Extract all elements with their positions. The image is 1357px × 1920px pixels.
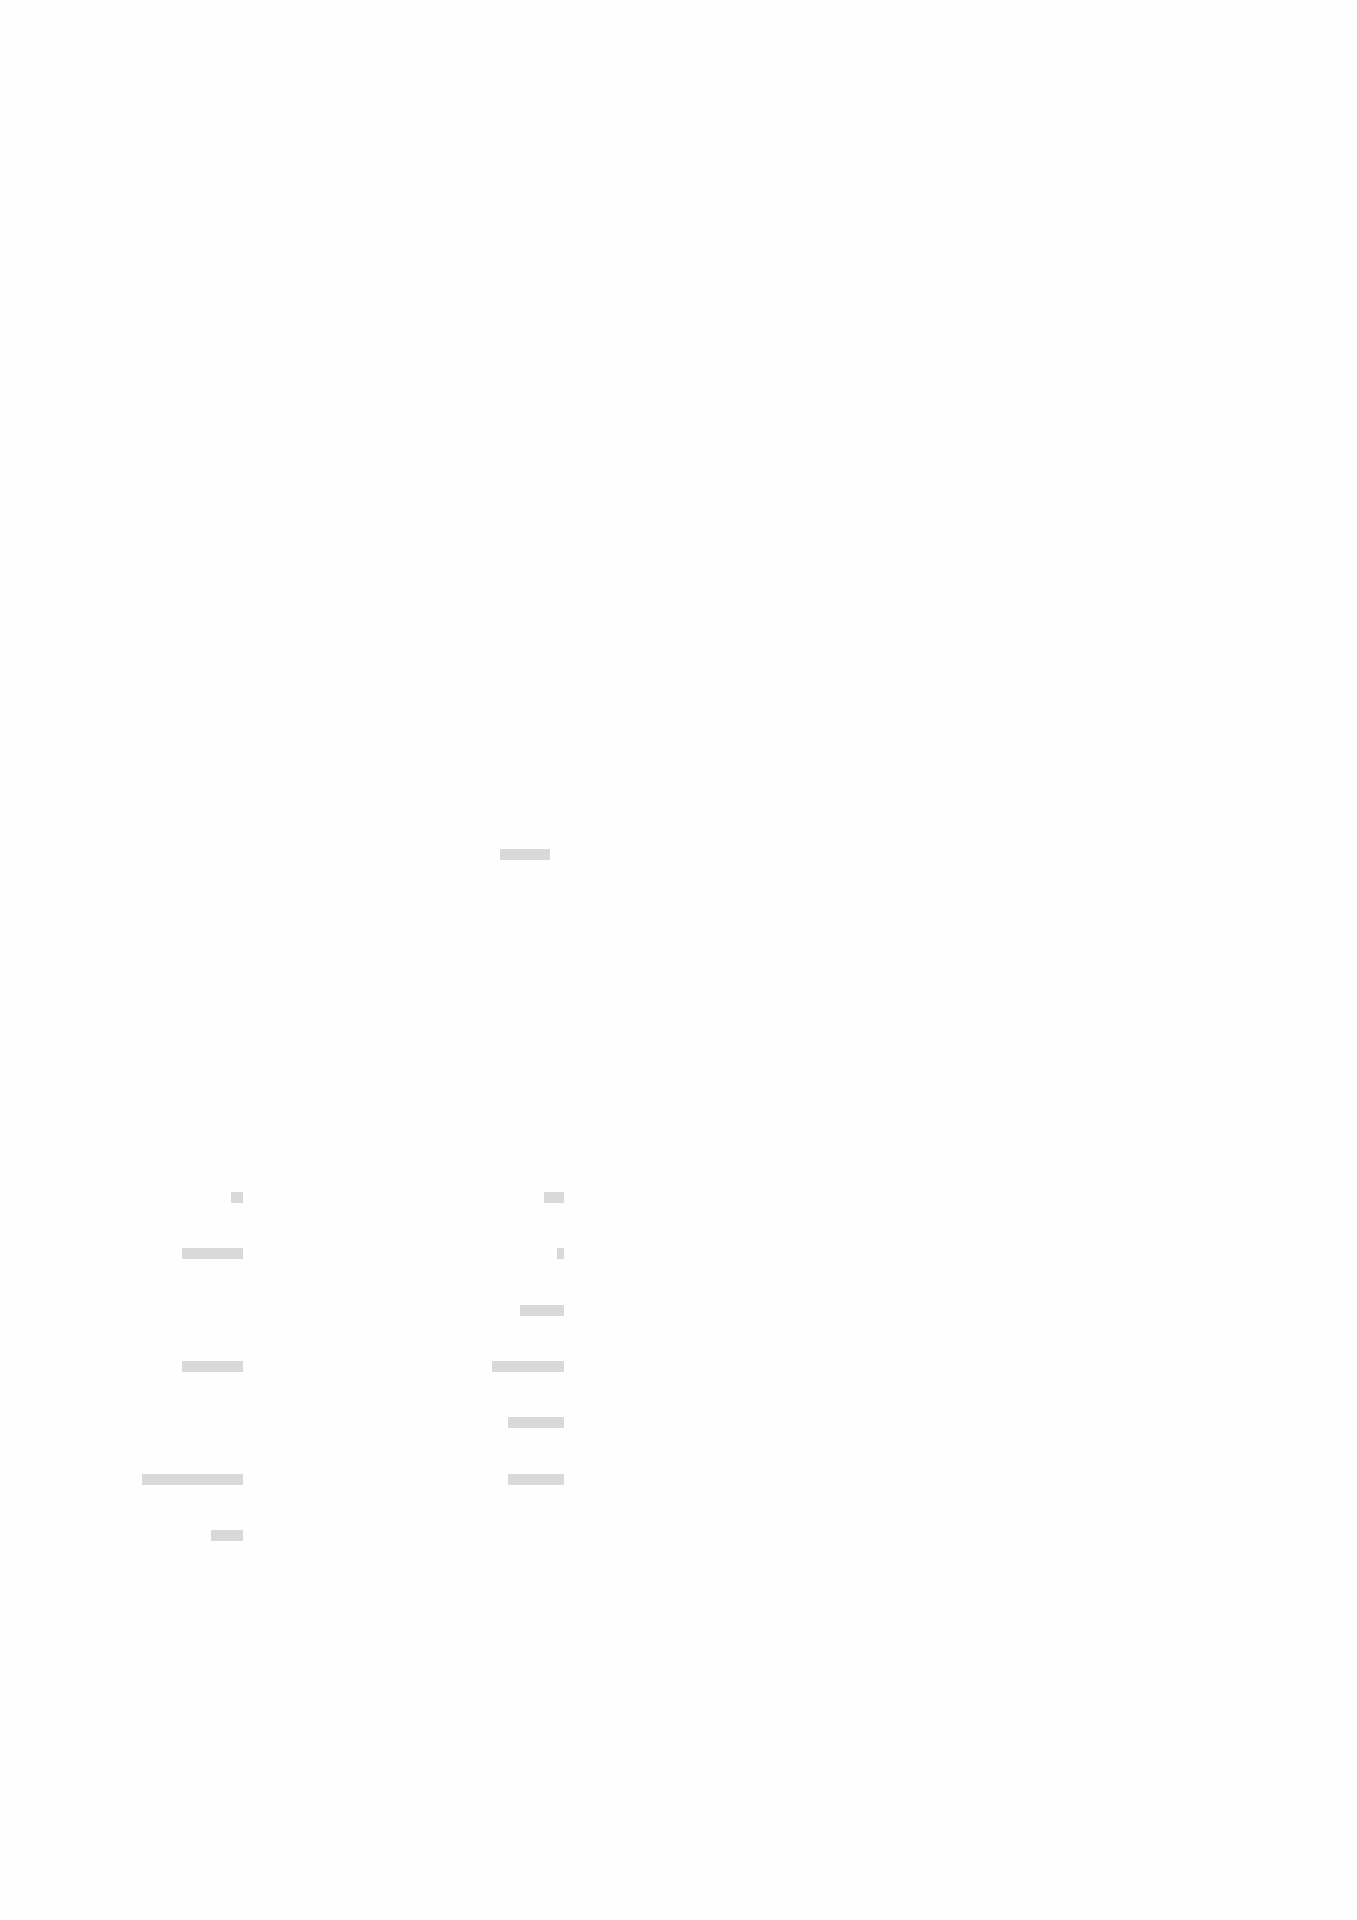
redacted-heading-bar [500,849,550,860]
redacted-right-row-4 [492,1361,564,1372]
redacted-right-row-3 [520,1305,564,1316]
redacted-right-row-2 [557,1248,564,1259]
redacted-right-row-1 [544,1192,564,1203]
redacted-left-row-4 [142,1474,243,1485]
redacted-left-row-5 [211,1530,243,1541]
redacted-left-row-2 [182,1248,243,1259]
redacted-left-row-1 [231,1192,243,1203]
redacted-right-row-5 [508,1417,564,1428]
redacted-left-row-3 [182,1361,243,1372]
redacted-right-row-6 [508,1474,564,1485]
